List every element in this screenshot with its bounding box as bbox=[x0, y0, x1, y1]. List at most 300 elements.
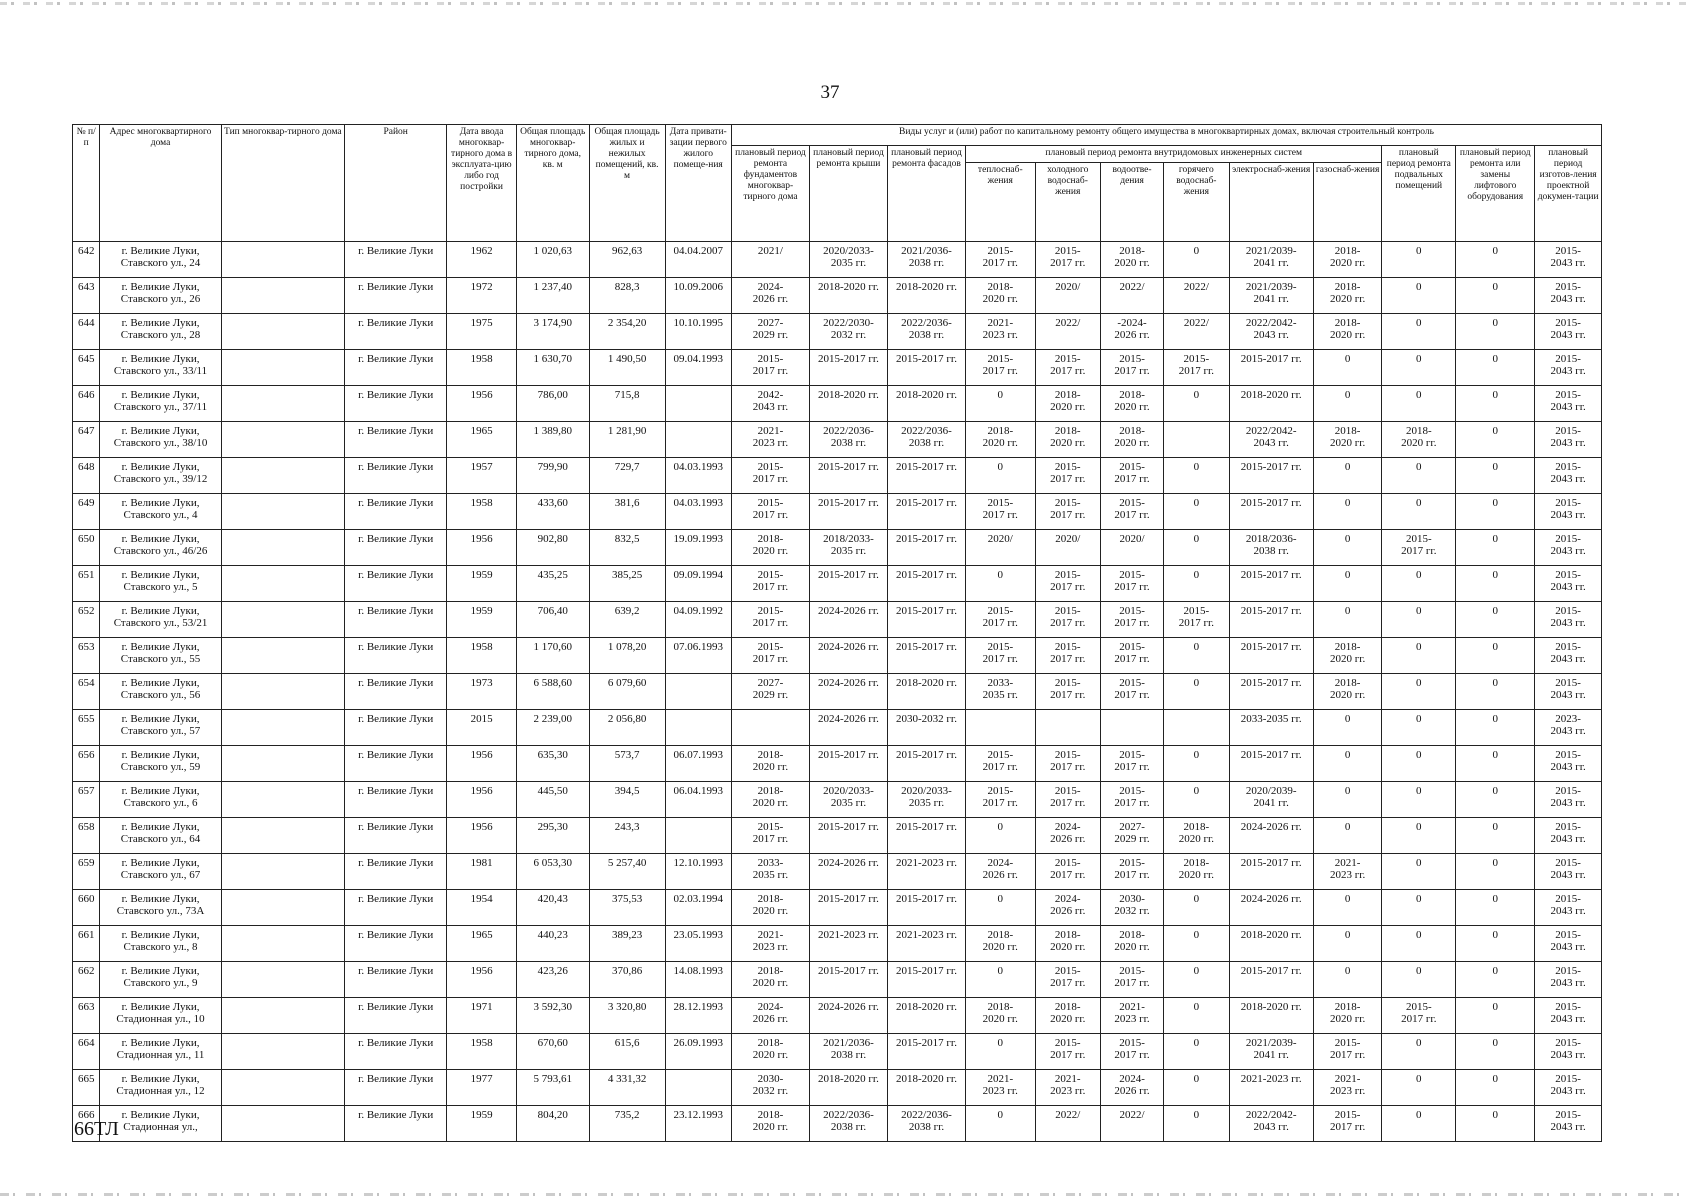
period-line: 2024-2026 гг. bbox=[817, 1001, 879, 1013]
cell-basement bbox=[1382, 710, 1456, 746]
cell-cold-water bbox=[1035, 818, 1100, 854]
cell-elevator bbox=[1456, 314, 1535, 350]
cell-hot-water bbox=[1164, 854, 1229, 890]
period-line: 2015- bbox=[1555, 857, 1581, 869]
address-line: г. Великие Луки, bbox=[121, 821, 200, 833]
header-n: № п/п bbox=[73, 125, 100, 242]
period-line: 2043 гг. bbox=[1550, 401, 1586, 413]
address-line: Ставского ул., 64 bbox=[120, 833, 201, 845]
cell-heating bbox=[965, 314, 1035, 350]
period-line: 0 bbox=[1193, 389, 1200, 401]
period-line: 2017 гг. bbox=[1114, 689, 1150, 701]
period-line: 2043 гг. bbox=[1550, 1085, 1586, 1097]
period-line: 2017 гг. bbox=[1114, 977, 1150, 989]
cell-gas bbox=[1313, 674, 1382, 710]
period-line: 2015- bbox=[1054, 965, 1081, 977]
cell-privatization: 07.06.1993 bbox=[665, 638, 731, 674]
table-row bbox=[73, 458, 1602, 494]
period-line: 2043 гг. bbox=[1550, 365, 1586, 377]
period-line: 2020/ bbox=[1055, 281, 1081, 293]
period-line: 0 bbox=[1416, 497, 1422, 509]
cell-total-area: 1 389,80 bbox=[516, 422, 589, 458]
cell-drainage bbox=[1100, 782, 1163, 818]
cell-total-area: 635,30 bbox=[516, 746, 589, 782]
period-line: 2017 гг. bbox=[982, 365, 1018, 377]
header-living-area: Общая площадь жилых и нежилых помещений, кв. м bbox=[589, 125, 665, 242]
cell-total-area: 440,23 bbox=[516, 926, 589, 962]
cell-cold-water bbox=[1035, 350, 1100, 386]
cell-facade bbox=[887, 674, 965, 710]
period-line: 2017 гг. bbox=[1050, 653, 1086, 665]
period-line: 0 bbox=[1193, 245, 1200, 257]
period-line: 2015-2017 гг. bbox=[817, 749, 879, 761]
cell-living-area: 370,86 bbox=[589, 962, 665, 998]
period-line: 2041 гг. bbox=[1253, 257, 1289, 269]
cell-total-area: 786,00 bbox=[516, 386, 589, 422]
cell-total-area: 1 170,60 bbox=[516, 638, 589, 674]
period-line: 0 bbox=[1416, 569, 1422, 581]
period-line: 2030- bbox=[757, 1073, 784, 1085]
cell-drainage bbox=[1100, 602, 1163, 638]
cell-total-area: 902,80 bbox=[516, 530, 589, 566]
period-line: 2015- bbox=[1334, 1037, 1361, 1049]
period-line: 2022/ bbox=[1119, 1109, 1145, 1121]
cell-gas bbox=[1313, 530, 1382, 566]
cell-living-area: 828,3 bbox=[589, 278, 665, 314]
cell-address bbox=[100, 602, 221, 638]
cell-gas bbox=[1313, 422, 1382, 458]
cell-address bbox=[100, 818, 221, 854]
period-line: 2038 гг. bbox=[908, 1121, 945, 1133]
table-row bbox=[73, 782, 1602, 818]
cell-year: 1965 bbox=[447, 926, 517, 962]
cell-foundation bbox=[731, 1070, 809, 1106]
period-line: 2043 гг. bbox=[1550, 1121, 1586, 1133]
cell-hot-water bbox=[1164, 530, 1229, 566]
period-line: 2015-2017 гг. bbox=[896, 1037, 957, 1049]
header-address: Адрес многоквартирного дома bbox=[100, 125, 221, 242]
period-line: 2021/2036- bbox=[901, 245, 952, 257]
period-line: 2015-2017 гг. bbox=[817, 893, 879, 905]
cell-basement bbox=[1382, 818, 1456, 854]
period-line: 2023 гг. bbox=[1329, 1085, 1366, 1097]
period-line: 2018- bbox=[757, 785, 784, 797]
period-line: 0 bbox=[1193, 1037, 1200, 1049]
period-line: 0 bbox=[1492, 713, 1498, 725]
cell-n: 642 bbox=[73, 242, 100, 278]
period-line: 2033- bbox=[987, 677, 1014, 689]
period-line: 2043 гг. bbox=[1550, 869, 1586, 881]
period-line: 2015-2017 гг. bbox=[817, 821, 879, 833]
cell-facade bbox=[887, 890, 965, 926]
address-line: Ставского ул., 56 bbox=[120, 689, 201, 701]
period-line: 2017 гг. bbox=[1401, 545, 1437, 557]
period-line: 2043 гг. bbox=[1550, 761, 1586, 773]
cell-district: г. Великие Луки bbox=[345, 278, 447, 314]
cell-basement bbox=[1382, 782, 1456, 818]
period-line: 0 bbox=[1416, 857, 1422, 869]
cell-basement bbox=[1382, 278, 1456, 314]
table-row bbox=[73, 494, 1602, 530]
period-line: 0 bbox=[1344, 497, 1351, 509]
cell-living-area: 4 331,32 bbox=[589, 1070, 665, 1106]
period-line: 2015- bbox=[1119, 785, 1145, 797]
cell-heating bbox=[965, 242, 1035, 278]
period-line: 2022/2036- bbox=[901, 425, 952, 437]
cell-facade bbox=[887, 386, 965, 422]
period-line: 2015- bbox=[1054, 641, 1081, 653]
cell-basement bbox=[1382, 746, 1456, 782]
cell-address bbox=[100, 962, 221, 998]
cell-total-area: 445,50 bbox=[516, 782, 589, 818]
cell-drainage bbox=[1100, 278, 1163, 314]
period-line: 2018- bbox=[757, 1109, 784, 1121]
cell-cold-water bbox=[1035, 854, 1100, 890]
cell-total-area: 1 020,63 bbox=[516, 242, 589, 278]
address-line: Ставского ул., 8 bbox=[123, 941, 198, 953]
cell-elevator bbox=[1456, 854, 1535, 890]
header-total-area: Общая площадь многоквар-тирного дома, кв. м bbox=[516, 125, 589, 242]
cell-n: 645 bbox=[73, 350, 100, 386]
cell-living-area: 729,7 bbox=[589, 458, 665, 494]
period-line: 2015- bbox=[1054, 245, 1081, 257]
cell-roof bbox=[809, 926, 887, 962]
period-line: 2043 гг. bbox=[1550, 257, 1586, 269]
cell-heating bbox=[965, 746, 1035, 782]
period-line: 2043 гг. bbox=[1253, 1121, 1289, 1133]
period-line: 2033-2035 гг. bbox=[1240, 713, 1302, 725]
cell-year: 1959 bbox=[447, 1106, 517, 1142]
cell-privatization: 04.09.1992 bbox=[665, 602, 731, 638]
period-line: 2015-2017 гг. bbox=[817, 497, 879, 509]
period-line: 2043 гг. bbox=[1253, 437, 1289, 449]
period-line: 2043 гг. bbox=[1550, 977, 1586, 989]
cell-heating bbox=[965, 962, 1035, 998]
period-line: 2018- bbox=[1334, 245, 1361, 257]
cell-foundation bbox=[731, 746, 809, 782]
period-line: 2018-2020 гг. bbox=[896, 1001, 957, 1013]
period-line: 2030-2032 гг. bbox=[896, 713, 957, 725]
cell-design-docs bbox=[1535, 494, 1602, 530]
period-line: 2020 гг. bbox=[1329, 257, 1366, 269]
cell-address bbox=[100, 1070, 221, 1106]
cell-total-area: 799,90 bbox=[516, 458, 589, 494]
period-line: 2018- bbox=[1334, 641, 1361, 653]
cell-elevator bbox=[1456, 890, 1535, 926]
address-line: г. Великие Луки, bbox=[121, 785, 200, 797]
period-line: 2022/2030- bbox=[823, 317, 874, 329]
period-line: 2015-2017 гг. bbox=[1240, 749, 1302, 761]
cell-foundation bbox=[731, 926, 809, 962]
cell-drainage bbox=[1100, 926, 1163, 962]
address-line: г. Великие Луки, bbox=[121, 317, 200, 329]
cell-house-type bbox=[221, 422, 344, 458]
cell-district: г. Великие Луки bbox=[345, 818, 447, 854]
cell-facade bbox=[887, 458, 965, 494]
period-line: 2015- bbox=[1555, 281, 1581, 293]
cell-heating bbox=[965, 818, 1035, 854]
cell-roof bbox=[809, 1070, 887, 1106]
period-line: 2018- bbox=[1054, 929, 1081, 941]
period-line: 2015- bbox=[1555, 425, 1581, 437]
cell-privatization: 14.08.1993 bbox=[665, 962, 731, 998]
cell-roof bbox=[809, 242, 887, 278]
cell-house-type bbox=[221, 242, 344, 278]
period-line: 2023 гг. bbox=[752, 941, 789, 953]
cell-privatization: 06.07.1993 bbox=[665, 746, 731, 782]
header-district: Район bbox=[345, 125, 447, 242]
cell-address bbox=[100, 278, 221, 314]
cell-total-area: 3 592,30 bbox=[516, 998, 589, 1034]
cell-elevator bbox=[1456, 710, 1535, 746]
cell-privatization bbox=[665, 818, 731, 854]
cell-house-type bbox=[221, 926, 344, 962]
cell-n: 661 bbox=[73, 926, 100, 962]
cell-privatization: 10.10.1995 bbox=[665, 314, 731, 350]
period-line: 2018- bbox=[757, 533, 784, 545]
header-house-type: Тип многоквар-тирного дома bbox=[221, 125, 344, 242]
cell-design-docs bbox=[1535, 458, 1602, 494]
cell-drainage bbox=[1100, 854, 1163, 890]
cell-foundation bbox=[731, 566, 809, 602]
cell-n: 664 bbox=[73, 1034, 100, 1070]
period-line: 2026 гг. bbox=[1050, 905, 1086, 917]
cell-district: г. Великие Луки bbox=[345, 998, 447, 1034]
period-line: 2038 гг. bbox=[1253, 545, 1289, 557]
cell-living-area: 615,6 bbox=[589, 1034, 665, 1070]
header-gas: газоснаб-жения bbox=[1313, 163, 1382, 242]
period-line: 0 bbox=[1492, 425, 1498, 437]
cell-house-type bbox=[221, 566, 344, 602]
cell-district: г. Великие Луки bbox=[345, 1034, 447, 1070]
period-line: 2043 гг. bbox=[1550, 545, 1586, 557]
period-line: 2017 гг. bbox=[752, 833, 789, 845]
cell-address bbox=[100, 926, 221, 962]
header-electricity: электроснаб-жения bbox=[1229, 163, 1313, 242]
period-line: 0 bbox=[1492, 497, 1498, 509]
cell-district: г. Великие Луки bbox=[345, 746, 447, 782]
cell-cold-water bbox=[1035, 494, 1100, 530]
cell-district: г. Великие Луки bbox=[345, 386, 447, 422]
cell-living-area: 735,2 bbox=[589, 1106, 665, 1142]
period-line: 0 bbox=[1416, 389, 1422, 401]
cell-address bbox=[100, 350, 221, 386]
cell-hot-water bbox=[1164, 818, 1229, 854]
period-line: 2021/2039- bbox=[1245, 245, 1297, 257]
period-line: 2018- bbox=[1183, 821, 1210, 833]
period-line: 2017 гг. bbox=[982, 797, 1018, 809]
period-line: 0 bbox=[1344, 749, 1351, 761]
address-line: г. Великие Луки, bbox=[121, 389, 200, 401]
cell-n: 658 bbox=[73, 818, 100, 854]
period-line: 2022/2042- bbox=[1245, 1109, 1297, 1121]
period-line: 0 bbox=[1492, 893, 1498, 905]
cell-living-area: 5 257,40 bbox=[589, 854, 665, 890]
period-line: 0 bbox=[1193, 893, 1200, 905]
address-line: г. Великие Луки, bbox=[121, 569, 200, 581]
cell-facade bbox=[887, 1070, 965, 1106]
period-line: 2018- bbox=[1334, 317, 1361, 329]
cell-living-area: 394,5 bbox=[589, 782, 665, 818]
period-line: 2017 гг. bbox=[1114, 797, 1150, 809]
period-line: 2021- bbox=[987, 317, 1014, 329]
cell-hot-water bbox=[1164, 458, 1229, 494]
cell-heating bbox=[965, 782, 1035, 818]
cell-year: 1956 bbox=[447, 962, 517, 998]
period-line: 2020/2033- bbox=[901, 785, 952, 797]
cell-house-type bbox=[221, 314, 344, 350]
cell-address bbox=[100, 314, 221, 350]
cell-design-docs bbox=[1535, 566, 1602, 602]
period-line: 0 bbox=[1416, 893, 1422, 905]
address-line: Ставского ул., 26 bbox=[120, 293, 201, 305]
period-line: 2015- bbox=[1555, 353, 1581, 365]
table-row bbox=[73, 1034, 1602, 1070]
cell-gas bbox=[1313, 1070, 1382, 1106]
cell-gas bbox=[1313, 494, 1382, 530]
period-line: 2029 гг. bbox=[1114, 833, 1150, 845]
cell-basement bbox=[1382, 350, 1456, 386]
period-line: 2020 гг. bbox=[752, 1049, 789, 1061]
period-line: 2024-2026 гг. bbox=[1240, 821, 1302, 833]
table-row bbox=[73, 1070, 1602, 1106]
period-line: 2015- bbox=[757, 605, 784, 617]
period-line: 2022/ bbox=[1055, 1109, 1081, 1121]
period-line: 2015- bbox=[757, 353, 784, 365]
address-line: г. Великие Луки, bbox=[121, 677, 200, 689]
period-line: 2017 гг. bbox=[1114, 581, 1150, 593]
cell-drainage bbox=[1100, 674, 1163, 710]
period-line: 0 bbox=[1492, 353, 1498, 365]
period-line: 2035 гг. bbox=[830, 257, 867, 269]
table-row bbox=[73, 638, 1602, 674]
period-line: 0 bbox=[1416, 245, 1422, 257]
period-line: 0 bbox=[1492, 281, 1498, 293]
cell-elevator bbox=[1456, 926, 1535, 962]
address-line: г. Великие Луки, bbox=[121, 1001, 200, 1013]
period-line: 2020 гг. bbox=[1114, 437, 1150, 449]
cell-cold-water bbox=[1035, 998, 1100, 1034]
period-line: 2015-2017 гг. bbox=[1240, 641, 1302, 653]
cell-privatization: 28.12.1993 bbox=[665, 998, 731, 1034]
period-line: 2017 гг. bbox=[752, 473, 789, 485]
period-line: 2017 гг. bbox=[982, 653, 1018, 665]
cell-gas bbox=[1313, 818, 1382, 854]
period-line: 2015-2017 гг. bbox=[896, 965, 957, 977]
cell-year: 1975 bbox=[447, 314, 517, 350]
address-line: г. Великие Луки, bbox=[121, 857, 200, 869]
cell-year: 1971 bbox=[447, 998, 517, 1034]
period-line: 2017 гг. bbox=[1050, 869, 1086, 881]
table-row bbox=[73, 1106, 1602, 1142]
cell-cold-water bbox=[1035, 242, 1100, 278]
address-line: Ставского ул., 57 bbox=[120, 725, 201, 737]
period-line: 2029 гг. bbox=[752, 329, 789, 341]
cell-total-area: 804,20 bbox=[516, 1106, 589, 1142]
period-line: 0 bbox=[1492, 965, 1498, 977]
period-line: 2020 гг. bbox=[1114, 941, 1150, 953]
period-line: 0 bbox=[1193, 785, 1200, 797]
period-line: 2018- bbox=[1334, 677, 1361, 689]
cell-foundation bbox=[731, 530, 809, 566]
period-line: 2021- bbox=[1334, 1073, 1361, 1085]
cell-heating bbox=[965, 710, 1035, 746]
period-line: 0 bbox=[1416, 677, 1422, 689]
period-line: 0 bbox=[997, 821, 1004, 833]
cell-facade bbox=[887, 998, 965, 1034]
cell-hot-water bbox=[1164, 242, 1229, 278]
scan-artifact-bottom bbox=[0, 1193, 1686, 1196]
cell-total-area: 6 588,60 bbox=[516, 674, 589, 710]
period-line: 2015-2017 гг. bbox=[1240, 569, 1302, 581]
cell-living-area: 375,53 bbox=[589, 890, 665, 926]
cell-basement bbox=[1382, 998, 1456, 1034]
cell-elevator bbox=[1456, 818, 1535, 854]
header-facade: плановый период ремонта фасадов bbox=[887, 146, 965, 242]
period-line: 0 bbox=[1492, 533, 1498, 545]
cell-foundation bbox=[731, 782, 809, 818]
cell-hot-water bbox=[1164, 1106, 1229, 1142]
cell-drainage bbox=[1100, 386, 1163, 422]
period-line: 2033- bbox=[757, 857, 784, 869]
period-line: 0 bbox=[1193, 641, 1200, 653]
cell-gas bbox=[1313, 1106, 1382, 1142]
cell-address bbox=[100, 746, 221, 782]
cell-elevator bbox=[1456, 566, 1535, 602]
period-line: 2015- bbox=[1555, 641, 1581, 653]
cell-n: 660 bbox=[73, 890, 100, 926]
address-line: г. Великие Луки, bbox=[121, 893, 200, 905]
cell-privatization: 23.05.1993 bbox=[665, 926, 731, 962]
table-row bbox=[73, 998, 1602, 1034]
period-line: 2015- bbox=[1334, 1109, 1361, 1121]
period-line: 2024-2026 гг. bbox=[817, 605, 879, 617]
period-line: 2038 гг. bbox=[908, 329, 945, 341]
period-line: 2015-2017 гг. bbox=[817, 965, 879, 977]
period-line: 2023 гг. bbox=[1050, 1085, 1086, 1097]
cell-electricity bbox=[1229, 530, 1313, 566]
cell-living-area: 962,63 bbox=[589, 242, 665, 278]
period-line: 2015-2017 гг. bbox=[896, 821, 957, 833]
cell-roof bbox=[809, 278, 887, 314]
period-line: 2015-2017 гг. bbox=[1240, 353, 1302, 365]
table-row bbox=[73, 386, 1602, 422]
address-line: г. Великие Луки, bbox=[121, 713, 200, 725]
period-line: 0 bbox=[1492, 389, 1498, 401]
cell-elevator bbox=[1456, 998, 1535, 1034]
period-line: 2030- bbox=[1119, 893, 1145, 905]
cell-living-area: 832,5 bbox=[589, 530, 665, 566]
cell-n: 654 bbox=[73, 674, 100, 710]
period-line: 2015- bbox=[1119, 641, 1145, 653]
period-line: 2021/2036- bbox=[823, 1037, 874, 1049]
period-line: 2018- bbox=[1334, 425, 1361, 437]
cell-year: 1956 bbox=[447, 386, 517, 422]
period-line: 2015- bbox=[1555, 389, 1581, 401]
cell-gas bbox=[1313, 350, 1382, 386]
cell-district: г. Великие Луки bbox=[345, 890, 447, 926]
cell-roof bbox=[809, 710, 887, 746]
cell-address bbox=[100, 890, 221, 926]
cell-address bbox=[100, 638, 221, 674]
address-line: Ставского ул., 39/12 bbox=[113, 473, 208, 485]
period-line: 2015- bbox=[1119, 353, 1145, 365]
address-line: Ставского ул., 5 bbox=[123, 581, 198, 593]
period-line: 2020 гг. bbox=[1050, 437, 1086, 449]
cell-house-type bbox=[221, 962, 344, 998]
period-line: 2015- bbox=[1119, 749, 1145, 761]
cell-electricity bbox=[1229, 1070, 1313, 1106]
